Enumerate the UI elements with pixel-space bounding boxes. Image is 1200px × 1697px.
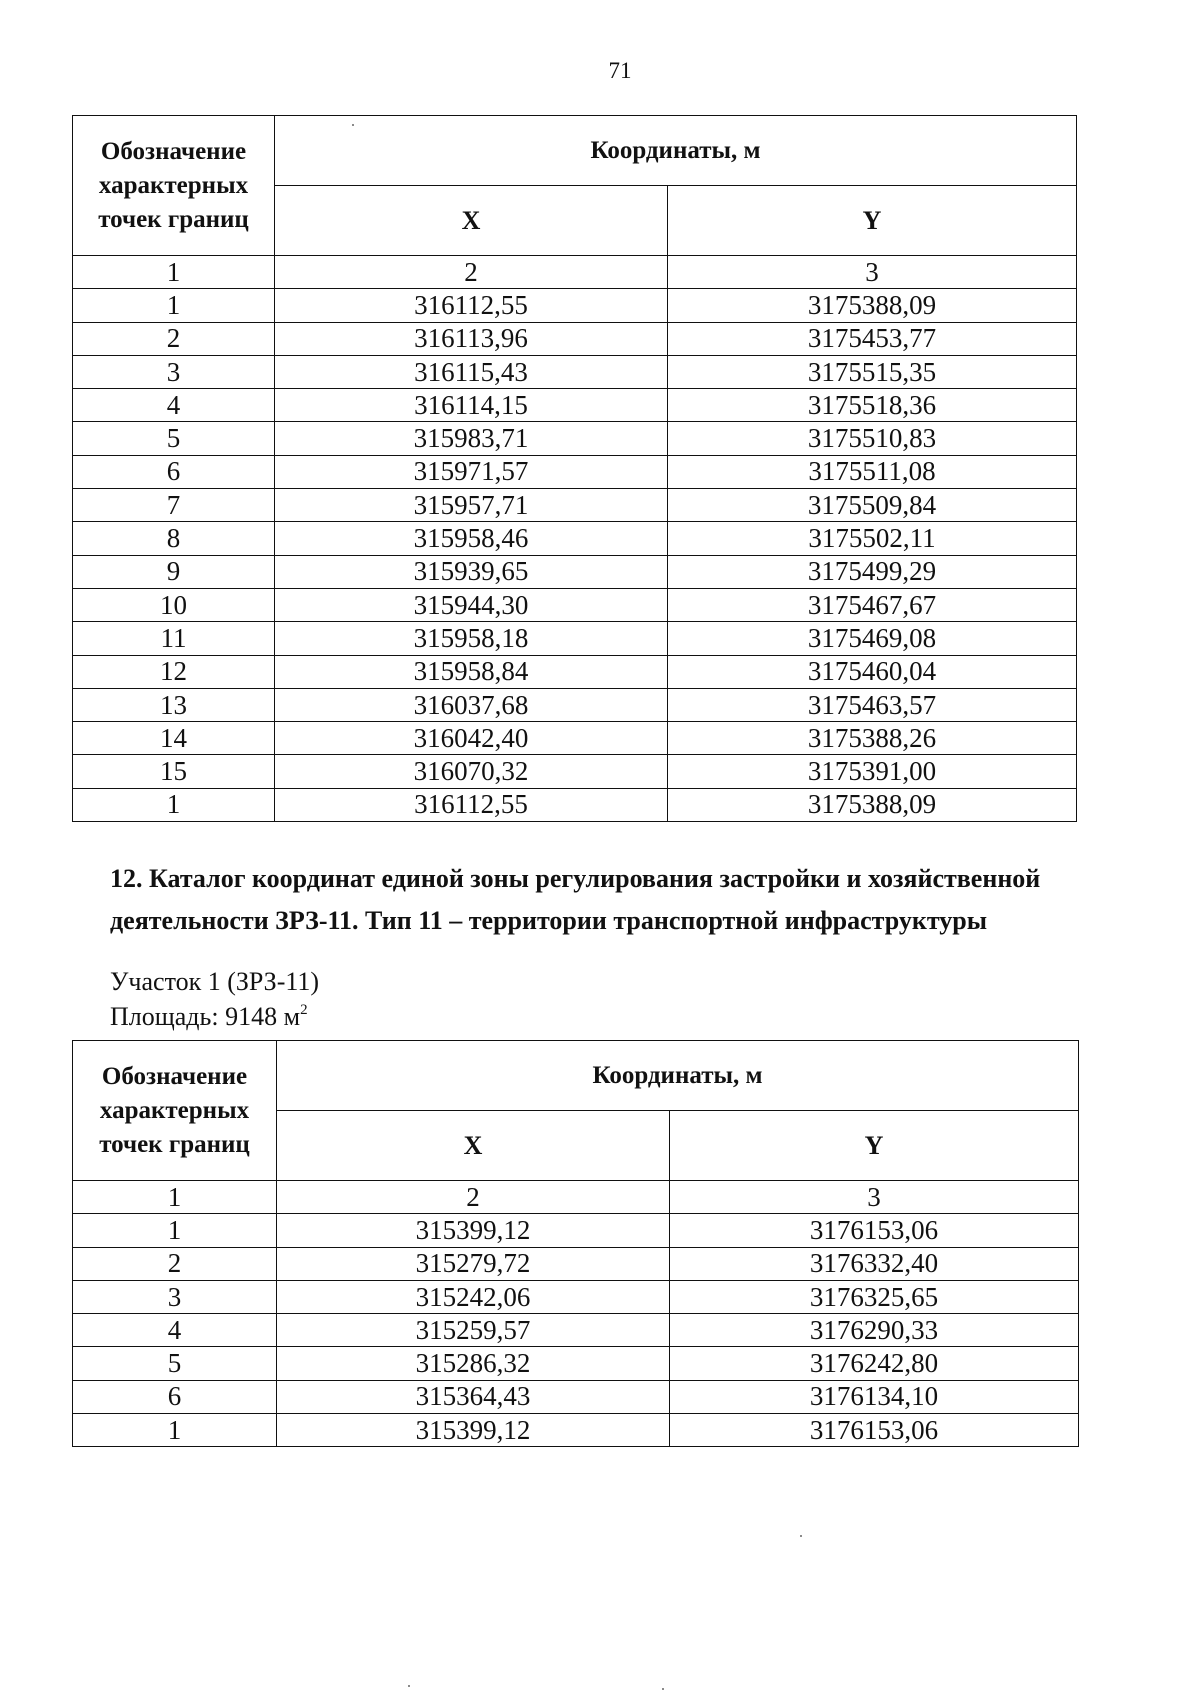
table-row xyxy=(73,555,1077,588)
y-column-header: Y xyxy=(670,1111,1079,1181)
table-row xyxy=(73,389,1077,422)
point-column-header: Обозначение характерных точек границ xyxy=(73,116,275,256)
table-row xyxy=(73,1214,1079,1247)
x-coordinate-cell: 316070,32 xyxy=(275,755,668,788)
point-number-cell: 1 xyxy=(73,1414,277,1447)
column-number-row xyxy=(73,1181,1079,1214)
scan-speck xyxy=(408,1685,410,1687)
table-row xyxy=(73,688,1077,721)
x-column-header: X xyxy=(277,1111,670,1181)
y-coordinate-cell: 3175453,77 xyxy=(668,322,1077,355)
point-number-cell: 2 xyxy=(73,322,275,355)
x-coordinate-cell: 316113,96 xyxy=(275,322,668,355)
point-column-header: Обозначение характерных точек границ xyxy=(73,1041,277,1181)
table-row xyxy=(73,422,1077,455)
y-coordinate-cell: 3175509,84 xyxy=(668,489,1077,522)
table-row xyxy=(73,755,1077,788)
table-row xyxy=(73,289,1077,322)
x-coordinate-cell: 315983,71 xyxy=(275,422,668,455)
point-number-cell: 13 xyxy=(73,688,275,721)
y-coordinate-cell: 3175388,26 xyxy=(668,722,1077,755)
x-coordinate-cell: 315971,57 xyxy=(275,455,668,488)
x-coordinate-cell: 315958,46 xyxy=(275,522,668,555)
table-row xyxy=(73,1414,1079,1447)
table-row xyxy=(73,622,1077,655)
x-coordinate-cell: 316037,68 xyxy=(275,688,668,721)
column-number: 2 xyxy=(275,256,668,289)
table-row xyxy=(73,322,1077,355)
table-row xyxy=(73,1314,1079,1347)
point-number-cell: 4 xyxy=(73,389,275,422)
point-number-cell: 9 xyxy=(73,555,275,588)
table-row xyxy=(73,1280,1079,1313)
table-1-body xyxy=(73,256,1077,822)
column-number: 3 xyxy=(670,1181,1079,1214)
area-unit-superscript: 2 xyxy=(300,1002,308,1018)
plot-area xyxy=(110,1002,308,1032)
y-coordinate-cell: 3175511,08 xyxy=(668,455,1077,488)
table-row xyxy=(73,1380,1079,1413)
section-heading: 12. Каталог координат единой зоны регулирования застройки и хозяйственной деятельности ЗРЗ-11. Тип 11 – территории транспортной инфраструктуры xyxy=(110,864,1041,935)
point-number-cell: 8 xyxy=(73,522,275,555)
page-number: 71 xyxy=(608,58,632,83)
y-coordinate-cell: 3175502,11 xyxy=(668,522,1077,555)
x-coordinate-cell: 315399,12 xyxy=(277,1414,670,1447)
table-row xyxy=(73,355,1077,388)
table-row xyxy=(73,522,1077,555)
point-number-cell: 3 xyxy=(73,355,275,388)
y-coordinate-cell: 3175463,57 xyxy=(668,688,1077,721)
point-number-cell: 4 xyxy=(73,1314,277,1347)
y-coordinate-cell: 3176153,06 xyxy=(670,1414,1079,1447)
y-coordinate-cell: 3176290,33 xyxy=(670,1314,1079,1347)
y-coordinate-cell: 3175391,00 xyxy=(668,755,1077,788)
scan-speck xyxy=(662,1688,664,1690)
plot-name: Участок 1 (ЗРЗ-11) xyxy=(110,967,320,996)
y-coordinate-cell: 3175467,67 xyxy=(668,588,1077,621)
coordinates-table-2 xyxy=(72,1040,1079,1447)
y-coordinate-cell: 3176332,40 xyxy=(670,1247,1079,1280)
y-coordinate-cell: 3175518,36 xyxy=(668,389,1077,422)
point-number-cell: 10 xyxy=(73,588,275,621)
y-coordinate-cell: 3175460,04 xyxy=(668,655,1077,688)
y-coordinate-cell: 3176153,06 xyxy=(670,1214,1079,1247)
point-number-cell: 6 xyxy=(73,1380,277,1413)
table-row xyxy=(73,722,1077,755)
y-coordinate-cell: 3175469,08 xyxy=(668,622,1077,655)
column-number: 1 xyxy=(73,1181,277,1214)
column-number-row xyxy=(73,256,1077,289)
x-coordinate-cell: 315259,57 xyxy=(277,1314,670,1347)
point-number-cell: 1 xyxy=(73,788,275,821)
x-coordinate-cell: 315364,43 xyxy=(277,1380,670,1413)
coordinates-header: Координаты, м xyxy=(277,1041,1079,1111)
point-number-cell: 11 xyxy=(73,622,275,655)
x-coordinate-cell: 315958,18 xyxy=(275,622,668,655)
x-coordinate-cell: 316115,43 xyxy=(275,355,668,388)
x-coordinate-cell: 315279,72 xyxy=(277,1247,670,1280)
table-row xyxy=(73,588,1077,621)
point-number-cell: 1 xyxy=(73,1214,277,1247)
table-2-body xyxy=(73,1181,1079,1447)
column-number: 3 xyxy=(668,256,1077,289)
y-coordinate-cell: 3175515,35 xyxy=(668,355,1077,388)
y-coordinate-cell: 3176242,80 xyxy=(670,1347,1079,1380)
y-column-header: Y xyxy=(668,186,1077,256)
point-number-cell: 14 xyxy=(73,722,275,755)
coordinates-table-1 xyxy=(72,115,1077,822)
table-row xyxy=(73,655,1077,688)
scan-speck xyxy=(800,1535,802,1537)
column-number: 2 xyxy=(277,1181,670,1214)
y-coordinate-cell: 3175388,09 xyxy=(668,289,1077,322)
y-coordinate-cell: 3176325,65 xyxy=(670,1280,1079,1313)
x-coordinate-cell: 315957,71 xyxy=(275,489,668,522)
x-coordinate-cell: 315939,65 xyxy=(275,555,668,588)
point-number-cell: 5 xyxy=(73,422,275,455)
table-row xyxy=(73,1347,1079,1380)
point-number-cell: 7 xyxy=(73,489,275,522)
x-coordinate-cell: 315399,12 xyxy=(277,1214,670,1247)
coordinates-header: Координаты, м xyxy=(275,116,1077,186)
column-number: 1 xyxy=(73,256,275,289)
table-row xyxy=(73,788,1077,821)
x-coordinate-cell: 316042,40 xyxy=(275,722,668,755)
x-coordinate-cell: 315944,30 xyxy=(275,588,668,621)
point-number-cell: 12 xyxy=(73,655,275,688)
point-number-cell: 1 xyxy=(73,289,275,322)
point-number-cell: 6 xyxy=(73,455,275,488)
point-number-cell: 5 xyxy=(73,1347,277,1380)
y-coordinate-cell: 3175499,29 xyxy=(668,555,1077,588)
table-row xyxy=(73,1247,1079,1280)
x-coordinate-cell: 315958,84 xyxy=(275,655,668,688)
table-row xyxy=(73,455,1077,488)
x-coordinate-cell: 316114,15 xyxy=(275,389,668,422)
y-coordinate-cell: 3175510,83 xyxy=(668,422,1077,455)
x-column-header: X xyxy=(275,186,668,256)
x-coordinate-cell: 316112,55 xyxy=(275,289,668,322)
point-number-cell: 15 xyxy=(73,755,275,788)
point-number-cell: 2 xyxy=(73,1247,277,1280)
y-coordinate-cell: 3176134,10 xyxy=(670,1380,1079,1413)
x-coordinate-cell: 315286,32 xyxy=(277,1347,670,1380)
table-row xyxy=(73,489,1077,522)
x-coordinate-cell: 315242,06 xyxy=(277,1280,670,1313)
y-coordinate-cell: 3175388,09 xyxy=(668,788,1077,821)
point-number-cell: 3 xyxy=(73,1280,277,1313)
scan-speck xyxy=(352,124,354,126)
plot-area-label: Площадь: 9148 м xyxy=(110,1002,301,1031)
x-coordinate-cell: 316112,55 xyxy=(275,788,668,821)
